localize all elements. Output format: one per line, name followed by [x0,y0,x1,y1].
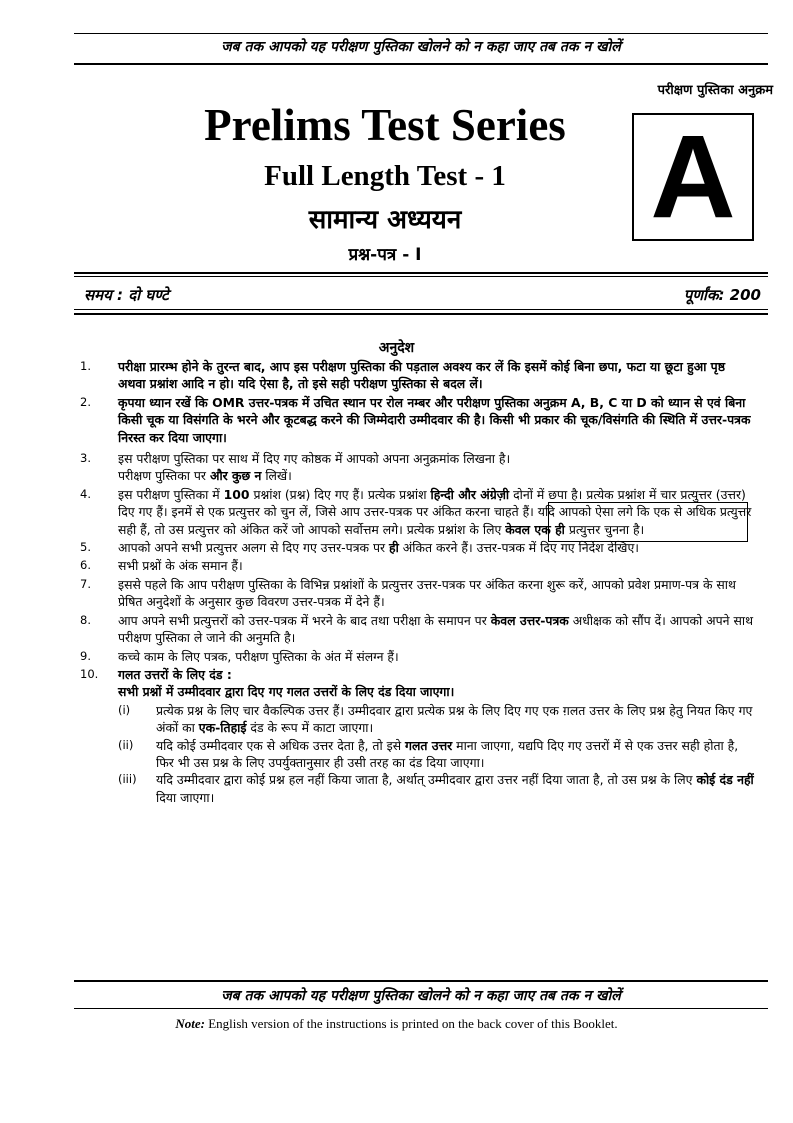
page-title: Prelims Test Series [204,100,566,150]
meta-bottom-rule [74,309,768,310]
bottom-warning: जब तक आपको यह परीक्षण पुस्तिका खोलने को न कहा जाए तब तक न खोलें [221,988,621,1004]
max-marks: पूर्णांक: 200 [683,286,761,304]
paper-number: प्रश्न-पत्र - I [348,245,422,265]
banner-rule [74,63,768,65]
instruction-item: 4. इस परीक्षण पुस्तिका में 100 प्रश्नांश (प्रश्न) दिए गए हैं। प्रत्येक प्रश्नांश हिन्दी और अंग्रेज़ी दोनों में छपा है। प्रत्येक प्रश्नांश में चार प्रत्युत्तर (उत्तर) दिए गए हैं। इनमें से एक प्रत्युत्तर को चुन लें, जिसे आप उत्तर-पत्रक पर अंकित करना चाहते हैं। यदि आपको ऐसा लगे कि एक से अधिक प्रत्युत्तर सही हैं, तो उस प्रत्युत्तर को अंकित करें जो आपको सर्वोत्तम लगे। प्रत्येक प्रश्नांश के लिए केवल एक ही प्रत्युत्तर चुनना है। [80,486,752,537]
instruction-item: 6. सभी प्रश्नों के अंक समान हैं। [80,558,243,574]
instruction-item: 1. परीक्षा प्रारम्भ होने के तुरन्त बाद, आप इस परीक्षण पुस्तिका की पड़ताल अवश्य कर लें कि इसमें कोई बिना छपा, फटा या छूटा हुआ पृष्ठ अथवा प्रश्नांश आदि न हो। यदि ऐसा है, तो इसे सही परीक्षण पुस्तिका से बदल लें। [80,359,726,392]
roll-number-box[interactable] [548,502,748,542]
top-warning: जब तक आपको यह परीक्षण पुस्तिका खोलने को न कहा जाए तब तक न खोलें [221,39,621,55]
instructions-heading: अनुदेश [378,340,415,356]
test-subtitle: Full Length Test - 1 [264,160,506,192]
time-allowed: समय : दो घण्टे [84,286,169,304]
series-letter: A [650,111,736,243]
penalty-item: (iii) यदि उम्मीदवार द्वारा कोई प्रश्न हल नहीं किया जाता है, अर्थात् उम्मीदवार द्वारा उत्तर नहीं दिया जाता है, तो उस प्रश्न के लिए कोई दंड नहीं दिया जाएगा। [118,772,754,805]
meta-bottom-rule-2 [74,313,768,315]
instruction-item: 5. आपको अपने सभी प्रत्युत्तर अलग से दिए गए उत्तर-पत्रक पर ही अंकित करने हैं। उत्तर-पत्रक में दिए गए निर्देश देखिए। [80,540,639,556]
subject-name: सामान्य अध्ययन [308,205,462,235]
footer-top-rule [74,980,768,982]
instruction-item: 8. आप अपने सभी प्रत्युत्तरों को उत्तर-पत्रक में भरने के बाद तथा परीक्षा के समापन पर केवल उत्तर-पत्रक अधीक्षक को सौंप दें। आपको अपने साथ परीक्षण पुस्तिका ले जाने की अनुमति है। [80,612,753,646]
top-rule [74,33,768,34]
penalty-item: (i) प्रत्येक प्रश्न के लिए चार वैकल्पिक उत्तर हैं। उम्मीदवार द्वारा प्रत्येक प्रश्न के लिए दिए गए एक ग़लत उत्तर के लिए प्रश्न हेतु नियत किए गए अंकों का एक-तिहाई दंड के रूप में काटा जाएगा। [118,702,753,736]
instruction-item: 2. कृपया ध्यान रखें कि OMR उत्तर-पत्रक में उचित स्थान पर रोल नम्बर और परीक्षण पुस्तिका अनुक्रम A, B, C या D को ध्यान से एवं बिना किसी चूक या विसंगति के भरने और कूटबद्ध करने की जिम्मेदारी उम्मीदवार की है। किसी भी प्रकार की चूक/विसंगति की स्थिति में उत्तर-पत्रक निरस्त कर दिया जाएगा। [80,394,751,445]
instruction-item: 3. इस परीक्षण पुस्तिका पर साथ में दिए गए कोष्ठक में आपको अपना अनुक्रमांक लिखना है। परीक्षण पुस्तिका पर और कुछ न लिखें। [80,451,511,484]
booklet-sequence-label: परीक्षण पुस्तिका अनुक्रम [657,83,773,98]
series-letter-box [632,113,754,241]
penalty-list [80,702,755,806]
meta-top-rule-2 [74,276,768,277]
meta-top-rule [74,272,768,274]
instruction-item: 9. कच्चे काम के लिए पत्रक, परीक्षण पुस्तिका के अंत में संलग्न हैं। [80,648,399,664]
instruction-item: 7. इससे पहले कि आप परीक्षण पुस्तिका के विभिन्न प्रश्नांशों के प्रत्युत्तर उत्तर-पत्रक पर अंकित करना शुरू करें, आपको प्रवेश प्रमाण-पत्र के साथ प्रेषित अनुदेशों के अनुसार कुछ विवरण उत्तर-पत्रक में देने हैं। [80,576,736,610]
penalty-item: (ii) यदि कोई उम्मीदवार एक से अधिक उत्तर देता है, तो इसे गलत उत्तर माना जाएगा, यद्यपि दिए गए उत्तरों में से एक उत्तर सही होता है, फिर भी उस प्रश्न के लिए उपर्युक्तानुसार ही उसी तरह का दंड दिया जाएगा। [118,737,739,770]
instruction-item-penalty: 10. गलत उत्तरों के लिए दंड : सभी प्रश्नों में उम्मीदवार द्वारा दिए गए गलत उत्तरों के लिए दंड दिया जाएगा। [80,666,455,700]
english-note: Note: English version of the instructions is printed on the back cover of this Booklet. [175,1016,618,1031]
instructions-list [80,358,755,807]
footer-bottom-rule [74,1008,768,1009]
